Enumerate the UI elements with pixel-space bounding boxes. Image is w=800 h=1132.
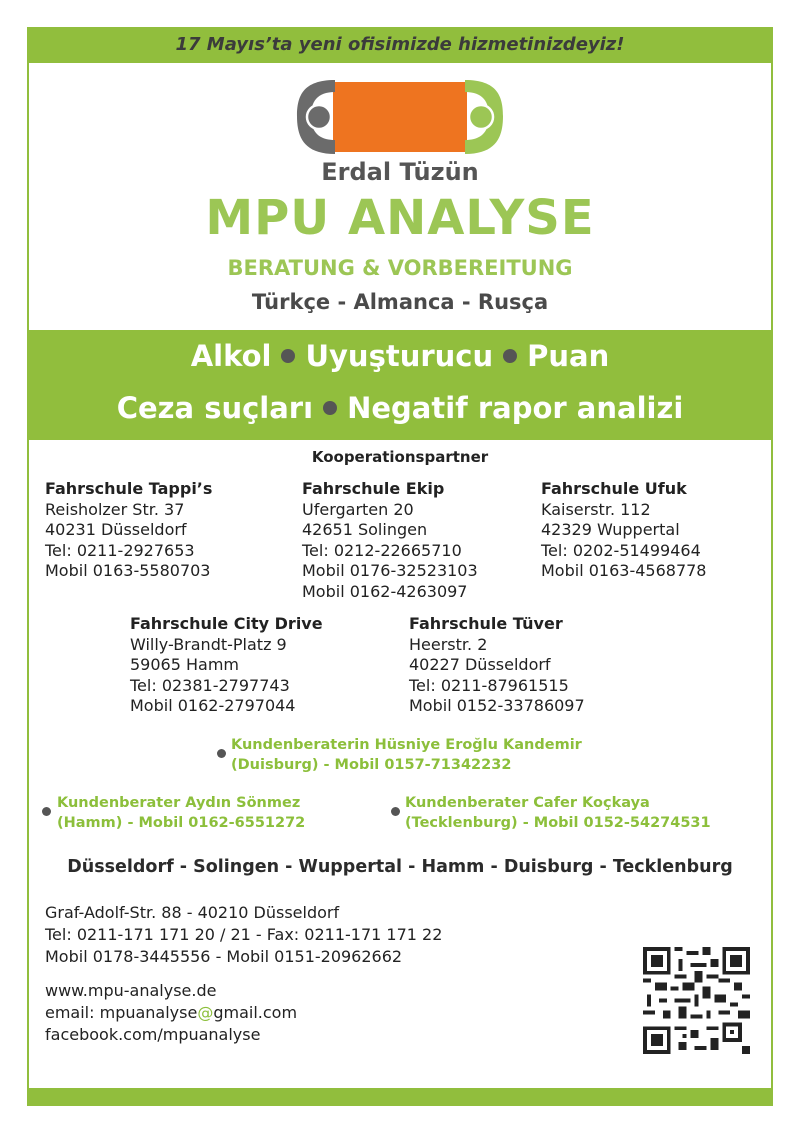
partner-street: Kaiserstr. 112 [541, 499, 651, 519]
partner-card [130, 614, 323, 717]
partner-name: Fahrschule City Drive [130, 614, 323, 633]
topics-line-2 [27, 391, 773, 425]
partner-name: Fahrschule Tüver [409, 614, 563, 633]
partner-street: Ufergarten 20 [302, 499, 414, 519]
partner-mobile: Mobil 0176-32523103 [302, 561, 478, 580]
partner-card [45, 479, 212, 582]
facebook-link[interactable]: facebook.com/mpuanalyse [45, 1025, 261, 1044]
advisor-phone: (Duisburg) - Mobil 0157-71342232 [231, 757, 512, 773]
cooperation-heading: Kooperationspartner [311, 448, 489, 466]
partner-city: 42329 Wuppertal [541, 520, 680, 539]
partner-card [409, 614, 585, 717]
phone-fax: Tel: 0211-171 171 20 / 21 - Fax: 0211-171 171 22 [45, 925, 443, 944]
bullet-icon [503, 349, 517, 363]
mobile-numbers: Mobil 0178-3445556 - Mobil 0151-20962662 [45, 947, 403, 966]
advisor-entry [57, 793, 305, 833]
topic-item: Ceza suçları [116, 391, 314, 425]
topic-item: Uyuşturucu [305, 339, 494, 373]
topic-item: Negatif rapor analizi [347, 391, 684, 425]
topics-band [27, 330, 773, 440]
advisor-name: Kundenberater Cafer Koçkaya [405, 795, 650, 811]
advisor-entry [231, 735, 582, 775]
advisor-name: Kundenberaterin Hüsniye Eroğlu Kandemir [231, 737, 582, 753]
partner-name: Fahrschule Tappi’s [45, 479, 213, 498]
partner-mobile: Mobil 0163-4568778 [541, 561, 707, 580]
footer-text: Wir danken der Firma Elektro Preuwe - Artur Kania für die freundliche Unterstützung [39, 1070, 761, 1088]
partner-tel: Tel: 0202-51499464 [541, 540, 701, 560]
partner-city: 42651 Solingen [302, 520, 428, 539]
bullet-icon [323, 401, 337, 415]
partner-name: Fahrschule Ekip [302, 479, 445, 498]
partner-city: 40231 Düsseldorf [45, 520, 187, 539]
partner-mobile: Mobil 0163-5580703 [45, 561, 211, 580]
topics-line-1 [27, 339, 773, 373]
bullet-icon [391, 807, 400, 816]
partner-mobile-2: Mobil 0162-4263097 [302, 581, 468, 601]
brand-title: MPU ANALYSE [205, 190, 595, 246]
email-at: @ [197, 1003, 214, 1022]
cities-line: Düsseldorf - Solingen - Wuppertal - Hamm - Duisburg - Tecklenburg [67, 857, 733, 877]
partner-street: Willy-Brandt-Platz 9 [130, 634, 287, 654]
contact-block [45, 902, 442, 968]
advisor-phone: (Hamm) - Mobil 0162-6551272 [57, 815, 306, 831]
website-link[interactable]: www.mpu-analyse.de [45, 981, 217, 1000]
partner-name: Fahrschule Ufuk [541, 479, 687, 498]
email-prefix: email: mpuanalyse [45, 1003, 198, 1022]
bullet-icon [281, 349, 295, 363]
partner-tel: Tel: 0212-22665710 [302, 540, 462, 560]
partner-tel: Tel: 02381-2797743 [130, 675, 290, 695]
partner-tel: Tel: 0211-87961515 [409, 675, 569, 695]
top-banner: 17 Mayıs’ta yeni ofisimizde hizmetinizdeyiz! [175, 34, 625, 55]
partner-tel: Tel: 0211-2927653 [45, 540, 195, 560]
owner-name: Erdal Tüzün [321, 158, 479, 186]
qr-code-icon[interactable] [643, 947, 750, 1054]
logo-icon [295, 78, 505, 156]
partner-street: Heerstr. 2 [409, 634, 488, 654]
email-domain: gmail.com [213, 1003, 298, 1022]
partner-card [541, 479, 706, 582]
advisor-entry [405, 793, 711, 833]
partner-card [302, 479, 478, 602]
advisor-name: Kundenberater Aydın Sönmez [57, 795, 301, 811]
partner-mobile: Mobil 0152-33786097 [409, 696, 585, 715]
web-block [45, 980, 297, 1046]
topic-item: Alkol [190, 339, 272, 373]
address: Graf-Adolf-Str. 88 - 40210 Düsseldorf [45, 903, 340, 922]
topic-item: Puan [527, 339, 610, 373]
partner-city: 59065 Hamm [130, 655, 239, 674]
languages: Türkçe - Almanca - Rusça [251, 290, 549, 314]
partner-street: Reisholzer Str. 37 [45, 499, 185, 519]
email-link[interactable] [45, 1002, 297, 1024]
partner-mobile: Mobil 0162-2797044 [130, 696, 296, 715]
partner-city: 40227 Düsseldorf [409, 655, 551, 674]
bullet-icon [217, 749, 226, 758]
bullet-icon [42, 807, 51, 816]
tagline: BERATUNG & VORBEREITUNG [227, 256, 573, 280]
advisor-phone: (Tecklenburg) - Mobil 0152-54274531 [405, 815, 711, 831]
